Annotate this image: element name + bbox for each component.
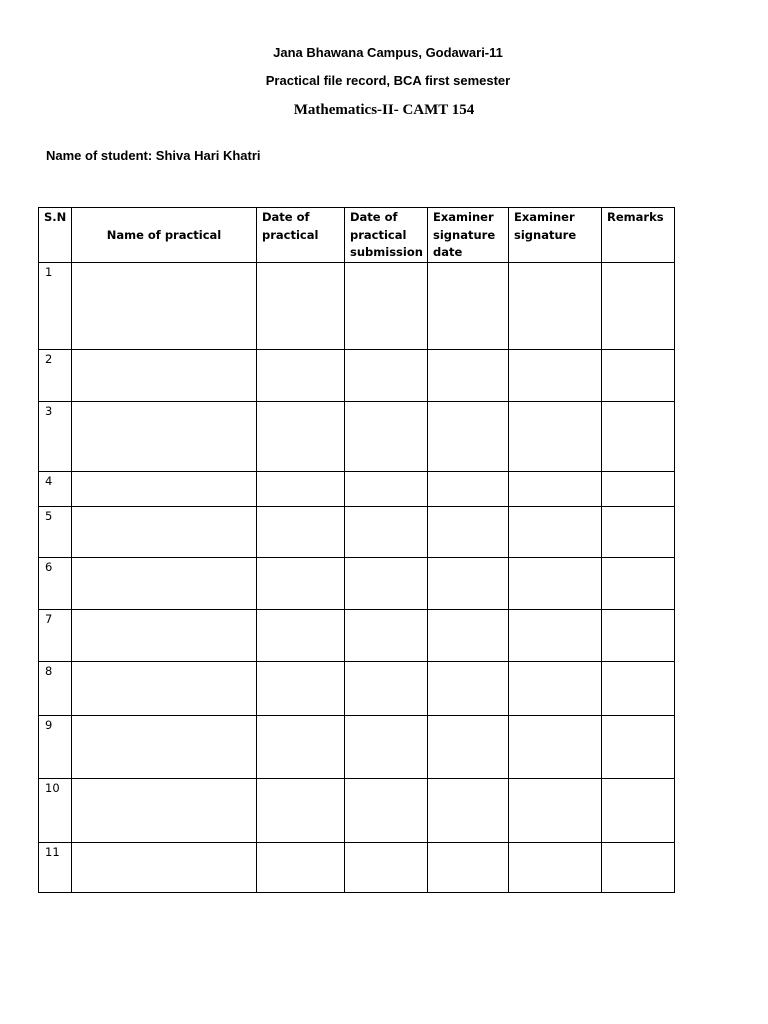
examiner-signature-cell[interactable] — [509, 778, 602, 842]
table-row — [39, 401, 675, 471]
table-row — [39, 349, 675, 401]
table-row — [39, 715, 675, 778]
remarks-cell[interactable] — [602, 842, 675, 892]
examiner-signature-date-cell[interactable] — [428, 557, 509, 609]
remarks-cell[interactable] — [602, 557, 675, 609]
remarks-cell[interactable] — [602, 609, 675, 661]
name-of-practical-cell[interactable] — [72, 557, 257, 609]
table-row — [39, 557, 675, 609]
row-serial-number: 7 — [39, 609, 72, 661]
examiner-signature-date-cell[interactable] — [428, 609, 509, 661]
table-row — [39, 778, 675, 842]
date-of-practical-cell[interactable] — [257, 715, 345, 778]
name-of-practical-cell[interactable] — [72, 349, 257, 401]
date-of-submission-cell[interactable] — [345, 349, 428, 401]
examiner-signature-date-cell[interactable] — [428, 661, 509, 715]
subject-title: Mathematics-II- CAMT 154 — [293, 102, 475, 118]
column-header-date-of-practical: Date of practical — [257, 208, 345, 263]
row-serial-number: 1 — [39, 262, 72, 349]
examiner-signature-cell[interactable] — [509, 842, 602, 892]
date-of-practical-cell[interactable] — [257, 778, 345, 842]
remarks-cell[interactable] — [602, 401, 675, 471]
date-of-practical-cell[interactable] — [257, 262, 345, 349]
date-of-practical-cell[interactable] — [257, 609, 345, 661]
remarks-cell[interactable] — [602, 715, 675, 778]
row-serial-number: 3 — [39, 401, 72, 471]
row-serial-number: 9 — [39, 715, 72, 778]
row-serial-number: 5 — [39, 506, 72, 557]
date-of-practical-cell[interactable] — [257, 842, 345, 892]
date-of-submission-cell[interactable] — [345, 401, 428, 471]
student-name: Name of student: Shiva Hari Khatri — [46, 148, 261, 163]
column-header-examiner-signature: Examiner signature — [509, 208, 602, 263]
name-of-practical-cell[interactable] — [72, 661, 257, 715]
date-of-submission-cell[interactable] — [345, 506, 428, 557]
examiner-signature-cell[interactable] — [509, 262, 602, 349]
examiner-signature-cell[interactable] — [509, 401, 602, 471]
date-of-submission-cell[interactable] — [345, 715, 428, 778]
examiner-signature-cell[interactable] — [509, 557, 602, 609]
row-serial-number: 8 — [39, 661, 72, 715]
examiner-signature-date-cell[interactable] — [428, 715, 509, 778]
date-of-practical-cell[interactable] — [257, 661, 345, 715]
examiner-signature-date-cell[interactable] — [428, 842, 509, 892]
column-header-remarks: Remarks — [602, 208, 675, 263]
remarks-cell[interactable] — [602, 471, 675, 506]
practical-record-table — [38, 207, 675, 893]
date-of-practical-cell[interactable] — [257, 506, 345, 557]
name-of-practical-cell[interactable] — [72, 471, 257, 506]
date-of-submission-cell[interactable] — [345, 778, 428, 842]
examiner-signature-date-cell[interactable] — [428, 778, 509, 842]
record-subtitle: Practical file record, BCA first semester — [265, 73, 511, 88]
column-header-examiner-signature-date: Examiner signature date — [428, 208, 509, 263]
date-of-practical-cell[interactable] — [257, 401, 345, 471]
remarks-cell[interactable] — [602, 506, 675, 557]
examiner-signature-cell[interactable] — [509, 506, 602, 557]
name-of-practical-cell[interactable] — [72, 842, 257, 892]
row-serial-number: 11 — [39, 842, 72, 892]
row-serial-number: 2 — [39, 349, 72, 401]
date-of-submission-cell[interactable] — [345, 557, 428, 609]
remarks-cell[interactable] — [602, 349, 675, 401]
examiner-signature-cell[interactable] — [509, 349, 602, 401]
examiner-signature-cell[interactable] — [509, 661, 602, 715]
date-of-submission-cell[interactable] — [345, 609, 428, 661]
examiner-signature-date-cell[interactable] — [428, 401, 509, 471]
examiner-signature-cell[interactable] — [509, 609, 602, 661]
name-of-practical-cell[interactable] — [72, 506, 257, 557]
table-header-row — [39, 208, 675, 263]
row-serial-number: 6 — [39, 557, 72, 609]
date-of-practical-cell[interactable] — [257, 471, 345, 506]
row-serial-number: 4 — [39, 471, 72, 506]
remarks-cell[interactable] — [602, 661, 675, 715]
date-of-practical-cell[interactable] — [257, 557, 345, 609]
examiner-signature-date-cell[interactable] — [428, 349, 509, 401]
table-row — [39, 506, 675, 557]
row-serial-number: 10 — [39, 778, 72, 842]
remarks-cell[interactable] — [602, 778, 675, 842]
date-of-submission-cell[interactable] — [345, 471, 428, 506]
name-of-practical-cell[interactable] — [72, 262, 257, 349]
column-header-name-of-practical: Name of practical — [72, 208, 257, 263]
name-of-practical-cell[interactable] — [72, 609, 257, 661]
examiner-signature-cell[interactable] — [509, 715, 602, 778]
name-of-practical-cell[interactable] — [72, 715, 257, 778]
column-header-date-of-submission: Date of practical submission — [345, 208, 428, 263]
name-of-practical-cell[interactable] — [72, 778, 257, 842]
examiner-signature-date-cell[interactable] — [428, 506, 509, 557]
name-of-practical-cell[interactable] — [72, 401, 257, 471]
examiner-signature-date-cell[interactable] — [428, 262, 509, 349]
date-of-submission-cell[interactable] — [345, 262, 428, 349]
campus-title: Jana Bhawana Campus, Godawari-11 — [273, 45, 503, 60]
date-of-practical-cell[interactable] — [257, 349, 345, 401]
table-row — [39, 471, 675, 506]
date-of-submission-cell[interactable] — [345, 842, 428, 892]
table-row — [39, 661, 675, 715]
date-of-submission-cell[interactable] — [345, 661, 428, 715]
table-row — [39, 609, 675, 661]
column-header-sn: S.N — [39, 208, 72, 263]
examiner-signature-date-cell[interactable] — [428, 471, 509, 506]
table-row — [39, 842, 675, 892]
remarks-cell[interactable] — [602, 262, 675, 349]
examiner-signature-cell[interactable] — [509, 471, 602, 506]
table-row — [39, 262, 675, 349]
